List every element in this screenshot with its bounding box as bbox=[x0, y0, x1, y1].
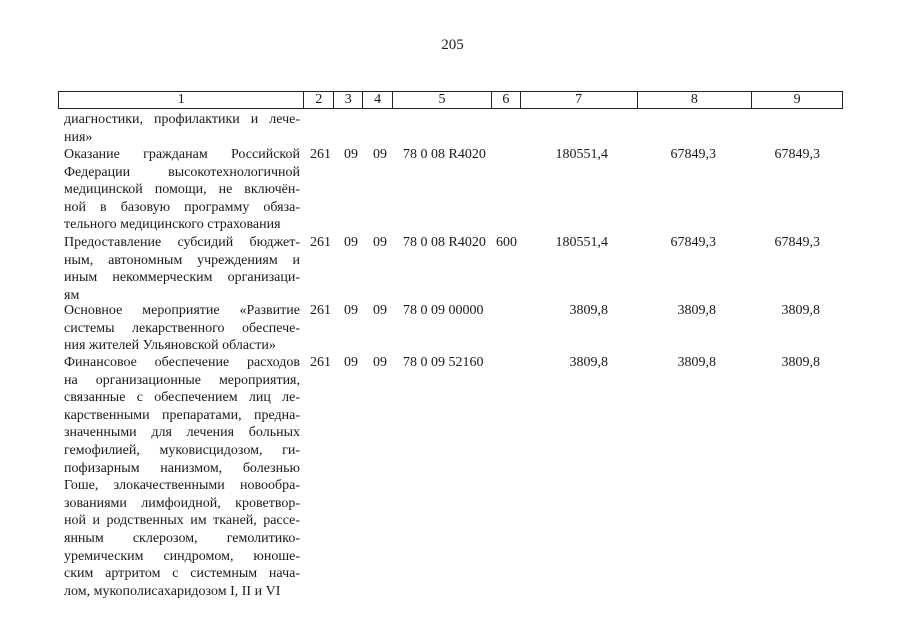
row-name-line: Предоставление субсидий бюджет- bbox=[64, 235, 300, 250]
header-col-2: 2 bbox=[304, 92, 334, 108]
header-col-8: 8 bbox=[638, 92, 753, 108]
row-col-8: 3809,8 bbox=[677, 303, 716, 318]
row-col-4: 09 bbox=[373, 235, 387, 250]
row-col-3: 09 bbox=[344, 147, 358, 162]
row-name bbox=[64, 234, 300, 304]
row-name-line: гемофилией, муковисцидозом, ги- bbox=[64, 442, 300, 458]
row-name-line: Оказание гражданам Российской bbox=[64, 147, 300, 162]
header-col-7: 7 bbox=[521, 92, 638, 108]
row-col-8: 3809,8 bbox=[677, 355, 716, 370]
row-name bbox=[64, 354, 300, 600]
row-col-3: 09 bbox=[344, 355, 358, 370]
row-col-5: 78 0 08 R4020 bbox=[403, 235, 486, 250]
row-col-5: 78 0 09 00000 bbox=[403, 303, 484, 318]
row-name-line: ной и родственных им тканей, рассе- bbox=[64, 513, 300, 529]
row-name-line: пофизарным нанизмом, болезнью bbox=[64, 460, 300, 476]
row-name-line: уремическим синдромом, юноше- bbox=[64, 548, 300, 564]
row-name bbox=[64, 146, 300, 234]
row-name-line: тельного медицинского страхования bbox=[64, 217, 281, 233]
row-name-line: карственными препаратами, предна- bbox=[64, 407, 300, 423]
row-name-line: ной в базовую программу обяза- bbox=[64, 199, 300, 215]
row-name-line: системы лекарственного обеспече- bbox=[64, 320, 300, 336]
row-col-3: 09 bbox=[344, 303, 358, 318]
header-col-6: 6 bbox=[492, 92, 521, 108]
row-name-line: медицинской помощи, не включён- bbox=[64, 182, 300, 198]
row-col-7: 180551,4 bbox=[555, 235, 608, 250]
row-col-2: 261 bbox=[310, 355, 331, 370]
header-col-9: 9 bbox=[793, 92, 801, 107]
row-col-7: 3809,8 bbox=[569, 303, 608, 318]
row-col-2: 261 bbox=[310, 147, 331, 162]
row-name-line: Гоше, злокачественными новообра- bbox=[64, 478, 300, 494]
row-name-line: ния» bbox=[64, 129, 93, 145]
row-col-9: 3809,8 bbox=[781, 355, 820, 370]
row-name-line: ния жителей Ульяновской области» bbox=[64, 338, 276, 354]
row-name-line: иным некоммерческим организаци- bbox=[64, 270, 300, 286]
row-col-7: 180551,4 bbox=[555, 147, 608, 162]
row-col-8: 67849,3 bbox=[670, 147, 716, 162]
row-col-4: 09 bbox=[373, 355, 387, 370]
header-col-1: 1 bbox=[59, 92, 304, 108]
header-col-4: 4 bbox=[363, 92, 393, 108]
page-number: 205 bbox=[441, 37, 464, 53]
row-name bbox=[64, 111, 300, 146]
row-name-line: Финансовое обеспечение расходов bbox=[64, 355, 300, 370]
row-name-line: зованиями лимфоидной, кроветвор- bbox=[64, 495, 300, 511]
row-name-line: значенными для лечения больных bbox=[64, 425, 300, 441]
row-name-line: на организационные мероприятия, bbox=[64, 372, 300, 388]
row-col-2: 261 bbox=[310, 303, 331, 318]
row-col-5: 78 0 09 52160 bbox=[403, 355, 484, 370]
table-header bbox=[58, 91, 843, 109]
row-name-line: Федерации высокотехнологичной bbox=[64, 164, 300, 180]
row-col-6: 600 bbox=[496, 235, 517, 250]
row-col-9: 3809,8 bbox=[781, 303, 820, 318]
row-col-4: 09 bbox=[373, 147, 387, 162]
row-name-line: диагностики, профилактики и лече- bbox=[64, 112, 300, 127]
row-col-9: 67849,3 bbox=[774, 147, 820, 162]
row-name-line: Основное мероприятие «Развитие bbox=[64, 303, 300, 318]
row-col-8: 67849,3 bbox=[670, 235, 716, 250]
header-col-3: 3 bbox=[334, 92, 363, 108]
row-name-line: связанные с обеспечением лиц ле- bbox=[64, 390, 300, 406]
row-col-3: 09 bbox=[344, 235, 358, 250]
row-col-2: 261 bbox=[310, 235, 331, 250]
row-name bbox=[64, 302, 300, 355]
row-col-5: 78 0 08 R4020 bbox=[403, 147, 486, 162]
row-name-line: ным, автономным учреждениям и bbox=[64, 252, 300, 268]
row-col-7: 3809,8 bbox=[569, 355, 608, 370]
header-col-5: 5 bbox=[393, 92, 492, 108]
row-name-line: лом, мукополисахаридозом I, II и VI bbox=[64, 583, 281, 599]
row-col-9: 67849,3 bbox=[774, 235, 820, 250]
row-col-4: 09 bbox=[373, 303, 387, 318]
row-name-line: янным склерозом, гемолитико- bbox=[64, 530, 300, 546]
row-name-line: ям bbox=[64, 287, 80, 303]
row-name-line: ским артритом с системным нача- bbox=[64, 566, 300, 582]
